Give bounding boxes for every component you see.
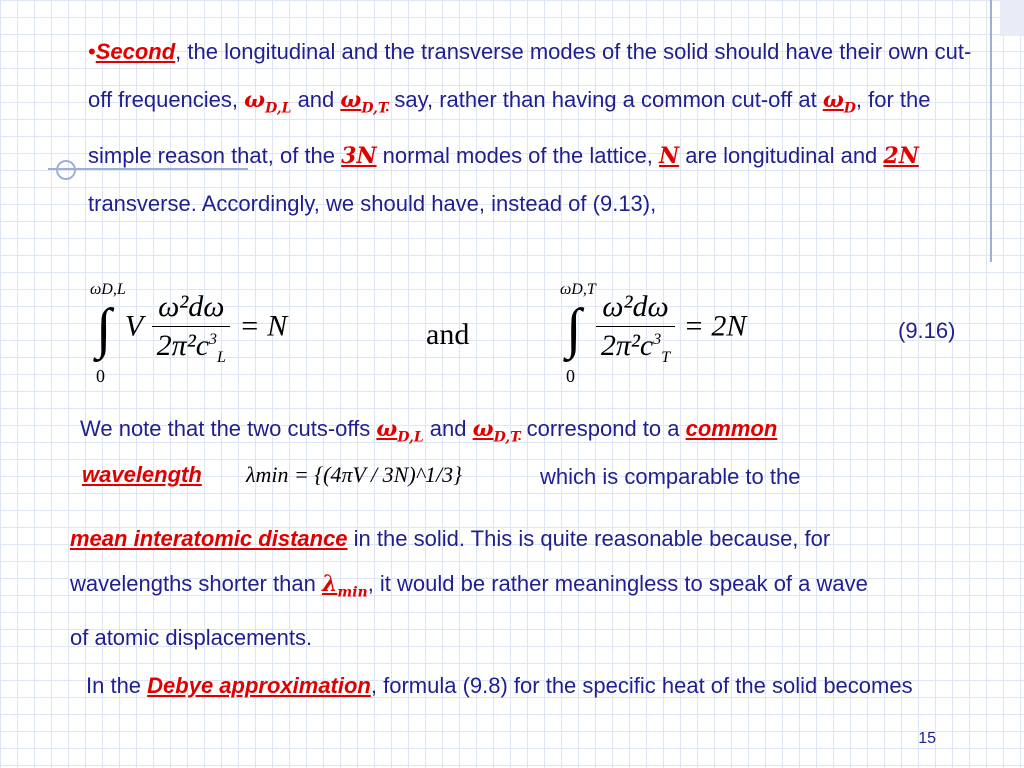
equation-transverse xyxy=(560,280,747,386)
2n-symbol: 2N xyxy=(883,143,919,170)
text-segment: In the xyxy=(86,673,148,698)
text-segment: , for the simple reason that, of the xyxy=(88,87,931,169)
highlight-common: common xyxy=(685,416,778,441)
paragraph-2-rest xyxy=(70,516,870,660)
highlight-second: Second xyxy=(95,39,176,64)
text-segment: are longitudinal and xyxy=(679,143,884,169)
omega-dt-symbol: $\omega_{D,T}$ xyxy=(340,87,389,117)
denominator: $2\pi^2c^3_L$ xyxy=(156,329,226,366)
fraction xyxy=(151,290,232,367)
text-segment: , formula (9.8) for the specific heat of the solid becomes xyxy=(370,673,913,698)
lambda-min-formula: λmin = {(4πV / 3N)^1/3} xyxy=(246,462,462,487)
highlight-wavelength: wavelength xyxy=(82,462,202,487)
paragraph-3 xyxy=(86,670,976,702)
denominator: $2\pi^2c^3_T$ xyxy=(600,329,671,366)
numerator: ω²dω xyxy=(596,290,674,327)
volume-symbol: V xyxy=(124,309,144,343)
fraction xyxy=(595,290,676,367)
3n-symbol: 3N xyxy=(341,143,377,170)
equation-and: and xyxy=(426,318,470,351)
text-segment: , the longitudinal and the transverse modes of the solid should have their own cut-off frequencies, xyxy=(88,39,972,112)
n-symbol: N xyxy=(659,143,680,170)
text-segment: and xyxy=(423,416,473,441)
numerator: ω²dω xyxy=(152,290,230,327)
text-segment: transverse. Accordingly, we should have, instead of (9.13), xyxy=(88,191,657,217)
text-segment: correspond to a xyxy=(520,416,686,441)
text-segment: and xyxy=(291,87,341,112)
equation-number: (9.16) xyxy=(898,318,956,343)
bullet: • xyxy=(88,39,96,64)
omega-d-symbol: $\omega_D$ xyxy=(822,87,856,117)
text-segment: normal modes of the lattice, xyxy=(376,143,660,169)
omega-dt-symbol: $\omega_{D,T}$ xyxy=(472,416,521,446)
rhs-t: = 2N xyxy=(683,309,747,343)
omega-dl-symbol: $\omega_{D,L}$ xyxy=(376,416,424,446)
paragraph-1 xyxy=(88,28,988,228)
decor-circle xyxy=(56,160,76,180)
omega-dl-symbol: $\omega_{D,L}$ xyxy=(244,87,292,117)
integral-symbol: ∫ ωD,L 0 xyxy=(90,280,126,386)
decor-band xyxy=(1000,0,1024,36)
integral-lower-limit: 0 xyxy=(566,365,575,386)
text-segment: say, rather than having a common cut-off at xyxy=(388,87,823,112)
highlight-mean-interatomic-distance: mean interatomic distance xyxy=(70,526,348,551)
rhs-l: = N xyxy=(239,309,288,343)
text-segment: , it would be rather meaningless to speak of a wave of atomic displacements. xyxy=(70,571,868,651)
integral-upper-limit: ωD,T xyxy=(560,280,596,298)
page-number: 15 xyxy=(918,730,936,747)
highlight-debye-approximation: Debye approximation xyxy=(147,673,371,698)
text-segment: which is comparable to the xyxy=(540,464,801,489)
integral-symbol: ∫ ωD,T 0 xyxy=(560,280,596,386)
integral-upper-limit: ωD,L xyxy=(90,280,126,298)
paragraph-2-line-1 xyxy=(80,416,1000,446)
lambda-min-symbol: $\lambda_{min}$ xyxy=(321,571,368,601)
text-segment: in the solid. This is quite reasonable because, for wavelengths shorter than xyxy=(70,526,831,596)
integral-lower-limit: 0 xyxy=(96,365,105,386)
text-segment: We note that the two cuts-offs xyxy=(80,416,377,441)
decor-vertical-line xyxy=(990,0,992,262)
equation-longitudinal xyxy=(90,280,288,386)
